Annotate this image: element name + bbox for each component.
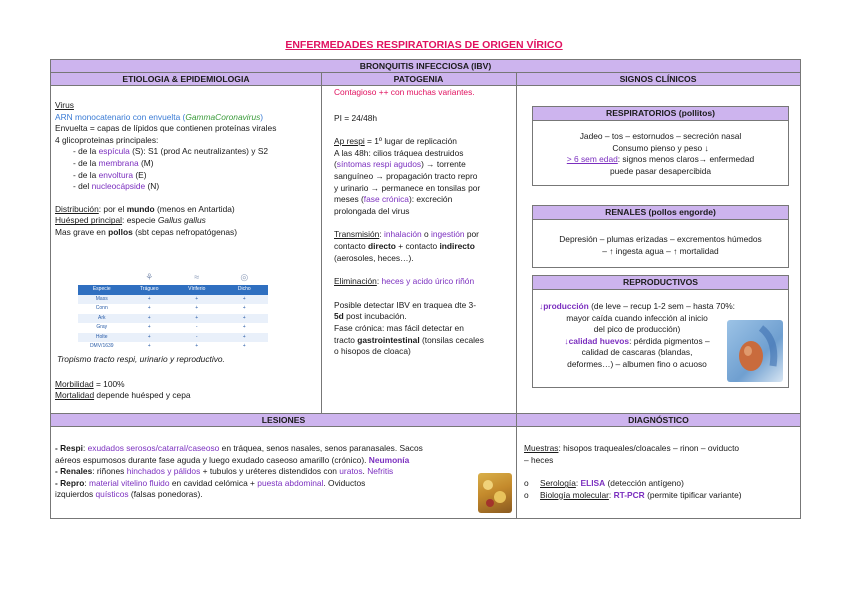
glicoproteinas-text: 4 glicoproteinas principales: — [55, 134, 159, 145]
puesta: puesta abdominal — [257, 477, 324, 488]
fase-c1-text: Fase crónica: mas fácil detectar en — [334, 322, 464, 333]
resp-edad: > 6 sem edad — [566, 154, 618, 165]
sintomas-line: (síntomas respi agudos) → torrente — [334, 159, 466, 170]
distribucion-a: : por el — [98, 203, 127, 214]
muestras-label: Muestras — [524, 443, 559, 453]
glyco-hl: envoltura — [98, 169, 134, 180]
lesion-text: . — [362, 466, 368, 477]
contacto-a: contacto — [334, 240, 368, 251]
ingestion: ingestión — [431, 229, 465, 240]
muestras-text: : hisopos traqueales/cloacales – rinon – oviducto — [558, 443, 740, 453]
urinario-text: y urinario → permanece en tonsilas por — [334, 182, 481, 193]
fase-cronica: fase crónica — [363, 194, 409, 205]
fase-c2-line — [334, 335, 518, 347]
ap-48-text: A las 48h: cilios tráquea destruidos — [334, 147, 464, 158]
table-row — [78, 304, 268, 314]
glyco-post: (S): S1 (prod Ac neutralizantes) y S2 — [129, 146, 269, 157]
respiratorios-box — [532, 106, 789, 186]
table-cell: + — [242, 343, 246, 349]
glyco-post: (N) — [145, 181, 160, 192]
table-header-cell: Dicho — [237, 286, 251, 292]
table-header-cell: Trágueo — [140, 286, 159, 292]
rep-line: calidad de cascaras (blandas, — [581, 347, 693, 358]
posible-line — [334, 300, 518, 312]
lesion-icon — [478, 473, 512, 513]
lesion-respi — [55, 443, 505, 455]
header-lesiones: LESIONES — [51, 413, 516, 427]
glyco-post: (M) — [138, 157, 154, 168]
rep-line — [537, 301, 737, 313]
egg-photo — [727, 320, 783, 382]
table-cell: + — [195, 295, 199, 302]
respiratorios-header: RESPIRATORIOS (pollitos) — [533, 107, 788, 121]
grave-c: (sbt cepas nefropatógenas) — [132, 226, 238, 237]
table-cell: DMV/1639 — [89, 343, 114, 349]
ap-label: Ap respi — [334, 136, 365, 147]
lesion-hl: hinchados y pálidos — [126, 466, 201, 477]
lesion-photo — [478, 473, 512, 513]
lesion-text: en tráquea, senos nasales, senos paranasales. Sacos — [219, 443, 423, 453]
meses-line — [334, 194, 518, 206]
lesion-renales — [55, 466, 505, 478]
strain-tropism-table — [78, 271, 268, 351]
glyco-item — [55, 146, 320, 158]
lesion-sep: : — [84, 477, 89, 488]
lesion-label: - Respi — [55, 443, 83, 453]
kidney-icon: ≈ — [194, 272, 200, 282]
glyco-item — [55, 158, 320, 170]
etiologia-column — [55, 100, 320, 239]
table-cell: + — [147, 305, 151, 311]
fase-c3-text: o hisopos de cloaca) — [334, 346, 411, 357]
lesion-text: (falsas ponedoras). — [128, 489, 203, 500]
aerosoles-text: (aerosoles, heces…). — [334, 252, 414, 263]
lesion-text: aéreos espumosos durante fase aguda y luego exudado caseoso amarillo (crónico). — [55, 454, 369, 465]
rep-calidad: ↓calidad huevos — [564, 335, 630, 346]
directo: directo — [368, 240, 396, 251]
glyco-pre: - de la — [73, 146, 99, 157]
rep-1b: (de leve – recup 1-2 sem – hasta 70%: — [588, 301, 735, 311]
serologia-label: Serología — [540, 478, 576, 489]
muestras-line-2: – heces — [524, 454, 554, 465]
rep-line: mayor caída cuando infección al inicio — [566, 312, 708, 323]
lesiones-body — [55, 443, 505, 501]
lesion-repro — [55, 478, 505, 490]
sanguineo-text: sanguíneo → propagación tracto repro — [334, 170, 478, 181]
reproductivos-header: REPRODUCTIVOS — [533, 276, 788, 290]
renales-box — [532, 205, 789, 268]
table-cell: + — [147, 333, 151, 340]
table-icons-row — [78, 271, 268, 285]
table-cell: + — [242, 324, 246, 330]
etiologia-bottom — [55, 354, 320, 402]
table-cell: + — [242, 333, 246, 340]
table-row — [78, 333, 268, 343]
table-header-row — [78, 285, 268, 295]
glyco-item — [55, 181, 320, 193]
mortalidad-label: Mortalidad — [55, 390, 95, 401]
inhalacion: inhalación — [383, 229, 422, 240]
header-signos: SIGNOS CLÍNICOS — [516, 73, 800, 86]
huesped-line — [55, 215, 320, 227]
bullet-icon: o — [524, 478, 529, 489]
virus-desc-close: ) — [260, 111, 264, 122]
lesion-repro-2 — [55, 489, 505, 501]
resp-line: Consumo pienso y peso ↓ — [612, 142, 709, 153]
virus-genus: GammaCoronavirus — [185, 111, 261, 122]
table-cell: Mass — [95, 295, 108, 302]
lesion-label: - Renales — [55, 466, 93, 477]
glyco-pre: - del — [73, 181, 92, 192]
muestras-line — [524, 443, 799, 455]
rep-line: deformes…) – albumen fino o acuoso — [567, 358, 707, 369]
fase-c2b: gastrointestinal — [357, 334, 420, 345]
bullet-icon: o — [524, 489, 529, 500]
glyco-pre: - de la — [73, 157, 99, 168]
table-cell: + — [242, 295, 246, 302]
table-cell: + — [195, 343, 199, 349]
renales-header: RENALES (pollos engorde) — [533, 206, 788, 220]
table-row — [78, 342, 268, 352]
quisticos: quísticos — [95, 489, 129, 500]
glyco-item — [55, 170, 320, 182]
patogenia-column — [334, 87, 518, 358]
ren-line: – ↑ ingesta agua – ↑ mortalidad — [602, 245, 719, 256]
virus-line — [55, 112, 320, 124]
lesion-hl: material vitelino fluido — [88, 477, 170, 488]
lesion-sep: : — [82, 443, 88, 453]
rep-4b: : pérdida pigmentos – — [629, 335, 710, 346]
posible-line-2 — [334, 311, 518, 323]
table-header-cell: Especie — [92, 286, 111, 292]
virus-desc: ARN monocatenario con envuelta ( — [55, 111, 186, 122]
header-etiologia: ETIOLOGIA & EPIDEMIOLOGIA — [51, 73, 321, 86]
lesion-label: - Repro — [55, 477, 85, 488]
header-patogenia: PATOGENIA — [321, 73, 516, 86]
fase-c2a: tracto — [334, 334, 358, 345]
posible-b: 5d — [334, 311, 344, 322]
disease-header: BRONQUITIS INFECCIOSA (IBV) — [51, 60, 800, 73]
table-cell: Conn — [95, 305, 108, 311]
eliminacion-value: heces y acido úrico riñón — [381, 276, 475, 287]
reproductivos-body — [533, 290, 737, 371]
ren-line: Depresión – plumas erizadas – excrementos húmedos — [559, 234, 762, 244]
table-cell: + — [147, 343, 151, 349]
serologia-b: (detección antígeno) — [605, 478, 684, 489]
mortalidad-value: depende huésped y cepa — [94, 390, 191, 401]
envuelta-text: Envuelta = capas de lípidos que contienen proteínas virales — [55, 123, 277, 134]
glyco-hl: membrana — [98, 157, 139, 168]
pi-text: PI = 24/48h — [334, 112, 378, 123]
tropismo-text: Tropismo tracto respi, urinario y reproductivo. — [57, 354, 225, 364]
meses-a: meses ( — [334, 194, 364, 205]
table-cell: + — [147, 324, 151, 330]
rep-line — [537, 336, 737, 348]
ap-line — [334, 136, 518, 148]
meses-b: ): excreción — [408, 194, 453, 205]
table-cell: Ark — [98, 314, 106, 321]
indirecto: indirecto — [439, 240, 475, 251]
sintomas-post: ) → torrente — [421, 159, 466, 170]
huesped-a: : especie — [122, 215, 158, 226]
posible-c: post incubación. — [343, 311, 407, 322]
table-header-cell: Víriferio — [188, 286, 206, 292]
table-cell: + — [147, 314, 151, 321]
table-cell: + — [147, 295, 151, 302]
fase-c2c: (tonsilas cecales — [419, 334, 484, 345]
virus-heading: Virus — [55, 100, 74, 110]
contagioso-text: Contagioso ++ con muchas variantes. — [334, 87, 475, 97]
nefritis: Nefritis — [367, 466, 394, 477]
table-cell: + — [195, 305, 199, 311]
lungs-icon: ⚘ — [145, 272, 154, 282]
lesion-text: : riñones — [92, 466, 127, 477]
table-row — [78, 323, 268, 333]
glyco-post: (E) — [133, 169, 147, 180]
mortalidad-line — [55, 390, 320, 402]
morbilidad-label: Morbilidad — [55, 378, 94, 389]
lesion-respi-2 — [55, 455, 505, 467]
rep-produccion: ↓producción — [539, 301, 589, 311]
eliminacion-label: Eliminación — [334, 276, 377, 287]
transmision-line: Transmisión: inhalación o ingestión por — [334, 229, 479, 240]
morbilidad-line — [55, 379, 320, 391]
distribucion-b: mundo — [126, 203, 155, 214]
biologia-label: Biología molecular — [540, 489, 609, 500]
serologia-line: o Serología: ELISA (detección antígeno) — [524, 478, 684, 489]
grave-line — [55, 227, 320, 239]
glyco-hl: espícula — [98, 146, 130, 157]
table-cell: Holte — [95, 333, 108, 340]
resp-line — [533, 154, 788, 166]
divider — [321, 73, 322, 413]
distribucion-line — [55, 204, 320, 216]
renales-body — [533, 220, 788, 257]
ap-text: = 1º lugar de replicación — [364, 136, 457, 147]
resp-line: Jadeo – tos – estornudos – secreción nasal — [579, 131, 742, 141]
neumonia: Neumonía — [368, 454, 410, 465]
header-diagnostico: DIAGNÓSTICO — [516, 413, 800, 427]
grave-b: pollos — [108, 226, 133, 237]
divider — [516, 427, 517, 519]
page-title: ENFERMEDADES RESPIRATORIAS DE ORIGEN VÍRICO — [285, 39, 563, 51]
lesion-text: izquierdos — [55, 489, 96, 500]
resp-3b: : signos menos claros→ enfermedad — [617, 154, 755, 165]
respiratorios-body — [533, 121, 788, 177]
lesion-text: . Oviductos — [323, 477, 366, 488]
elisa: ELISA — [580, 478, 606, 489]
table-cell: Gray — [96, 324, 108, 330]
glyco-hl: nucleocápside — [91, 181, 146, 192]
table-cell: - — [195, 324, 198, 330]
grave-a: Mas grave en — [55, 226, 109, 237]
table-row — [78, 295, 268, 305]
sintomas-hl: síntomas respi agudos — [336, 159, 422, 170]
table-cell: + — [242, 314, 246, 321]
table-row — [78, 314, 268, 324]
contacto-line — [334, 241, 518, 253]
biologia-b: (permite tipificar variante) — [644, 489, 742, 500]
huesped-species: Gallus gallus — [157, 215, 206, 226]
huesped-label: Huésped principal — [55, 215, 123, 226]
egg-icon — [727, 320, 783, 382]
glyco-pre: - de la — [73, 169, 99, 180]
distribucion-label: Distribución — [55, 203, 99, 214]
oviduct-icon: ◎ — [240, 272, 249, 282]
table-cell: - — [195, 333, 198, 340]
por-text: por — [464, 229, 479, 240]
rtpcr: RT-PCR — [613, 489, 645, 500]
resp-line: puede pasar desapercibida — [609, 165, 712, 176]
lesion-text: en cavidad celómica + — [169, 477, 258, 488]
rep-line: del pico de producción) — [593, 324, 681, 335]
table-cell: + — [242, 305, 246, 311]
prolongada-text: prolongada del virus — [334, 205, 410, 216]
uratos: uratos — [339, 466, 363, 477]
biologia-line: o Biología molecular: RT-PCR (permite tipificar variante) — [524, 489, 742, 500]
morbilidad-value: = 100% — [93, 378, 125, 389]
lesion-text: + tubulos y uréteres distendidos con — [200, 466, 340, 477]
eliminacion-line: Eliminación: heces y acido úrico riñón — [334, 276, 475, 287]
o-text: o — [421, 229, 431, 240]
lesion-hl: exudados serosos/catarral/caseoso — [87, 443, 220, 453]
diagnostico-body — [524, 443, 799, 501]
posible-a: Posible detectar IBV en traquea dte 3- — [334, 299, 476, 310]
contacto-b: + contacto — [395, 240, 440, 251]
distribucion-c: (menos en Antartida) — [154, 203, 235, 214]
transmision-label: Transmisión — [334, 229, 380, 240]
table-cell: + — [195, 314, 199, 321]
